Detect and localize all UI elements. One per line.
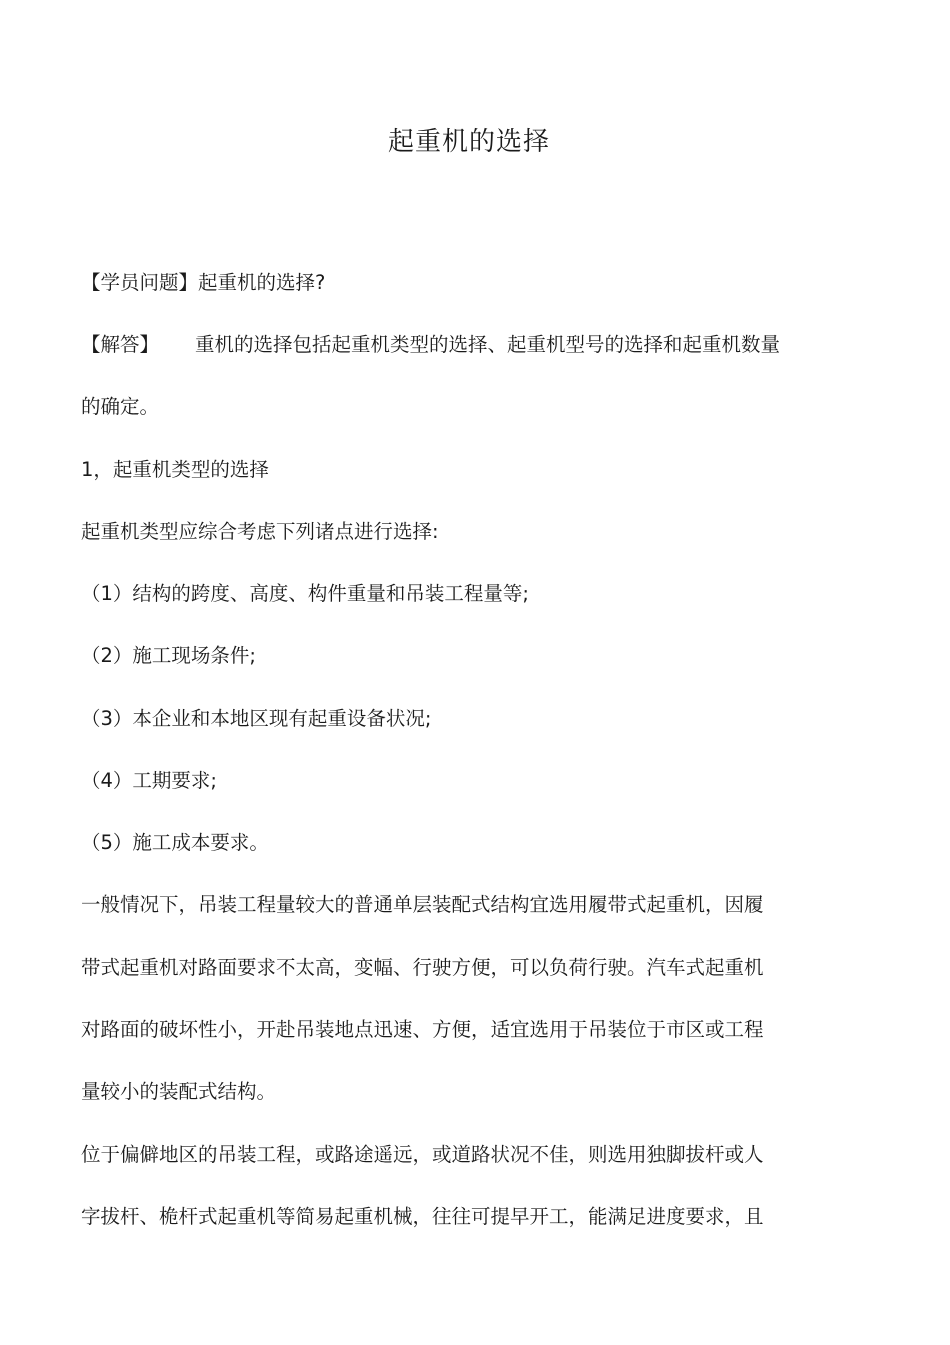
paragraph-line: 量较小的装配式结构。: [81, 1080, 277, 1103]
answer-line-1: [81, 330, 780, 360]
list-item: （1）结构的跨度、高度、构件重量和吊装工程量等;: [81, 582, 529, 605]
paragraph-line: 字拔杆、桅杆式起重机等简易起重机械，往往可提早开工，能满足进度要求，且: [81, 1205, 764, 1228]
list-item: （5）施工成本要求。: [81, 831, 269, 854]
answer-text: 重机的选择包括起重机类型的选择、起重机型号的选择和起重机数量: [195, 333, 781, 356]
document-title: 起重机的选择: [387, 127, 550, 157]
paragraph-line: 带式起重机对路面要求不太高，变幅、行驶方便，可以负荷行驶。汽车式起重机: [81, 956, 764, 979]
answer-line-2: 的确定。: [81, 395, 160, 418]
paragraph-line: 对路面的破坏性小，开赴吊装地点迅速、方便，适宜选用于吊装位于市区或工程: [81, 1018, 764, 1041]
list-item: （3）本企业和本地区现有起重设备状况;: [81, 707, 432, 730]
section-intro: 起重机类型应综合考虑下列诸点进行选择:: [81, 520, 439, 543]
paragraph-line: 位于偏僻地区的吊装工程，或路途遥远，或道路状况不佳，则选用独脚拔杆或人: [81, 1143, 764, 1166]
answer-label: 【解答】: [81, 333, 160, 356]
list-item: （2）施工现场条件;: [81, 644, 256, 667]
section-heading: 1，起重机类型的选择: [81, 458, 269, 481]
list-item: （4）工期要求;: [81, 769, 217, 792]
question-line: 【学员问题】起重机的选择?: [81, 271, 326, 294]
paragraph-line: 一般情况下，吊装工程量较大的普通单层装配式结构宜选用履带式起重机，因履: [81, 893, 764, 916]
